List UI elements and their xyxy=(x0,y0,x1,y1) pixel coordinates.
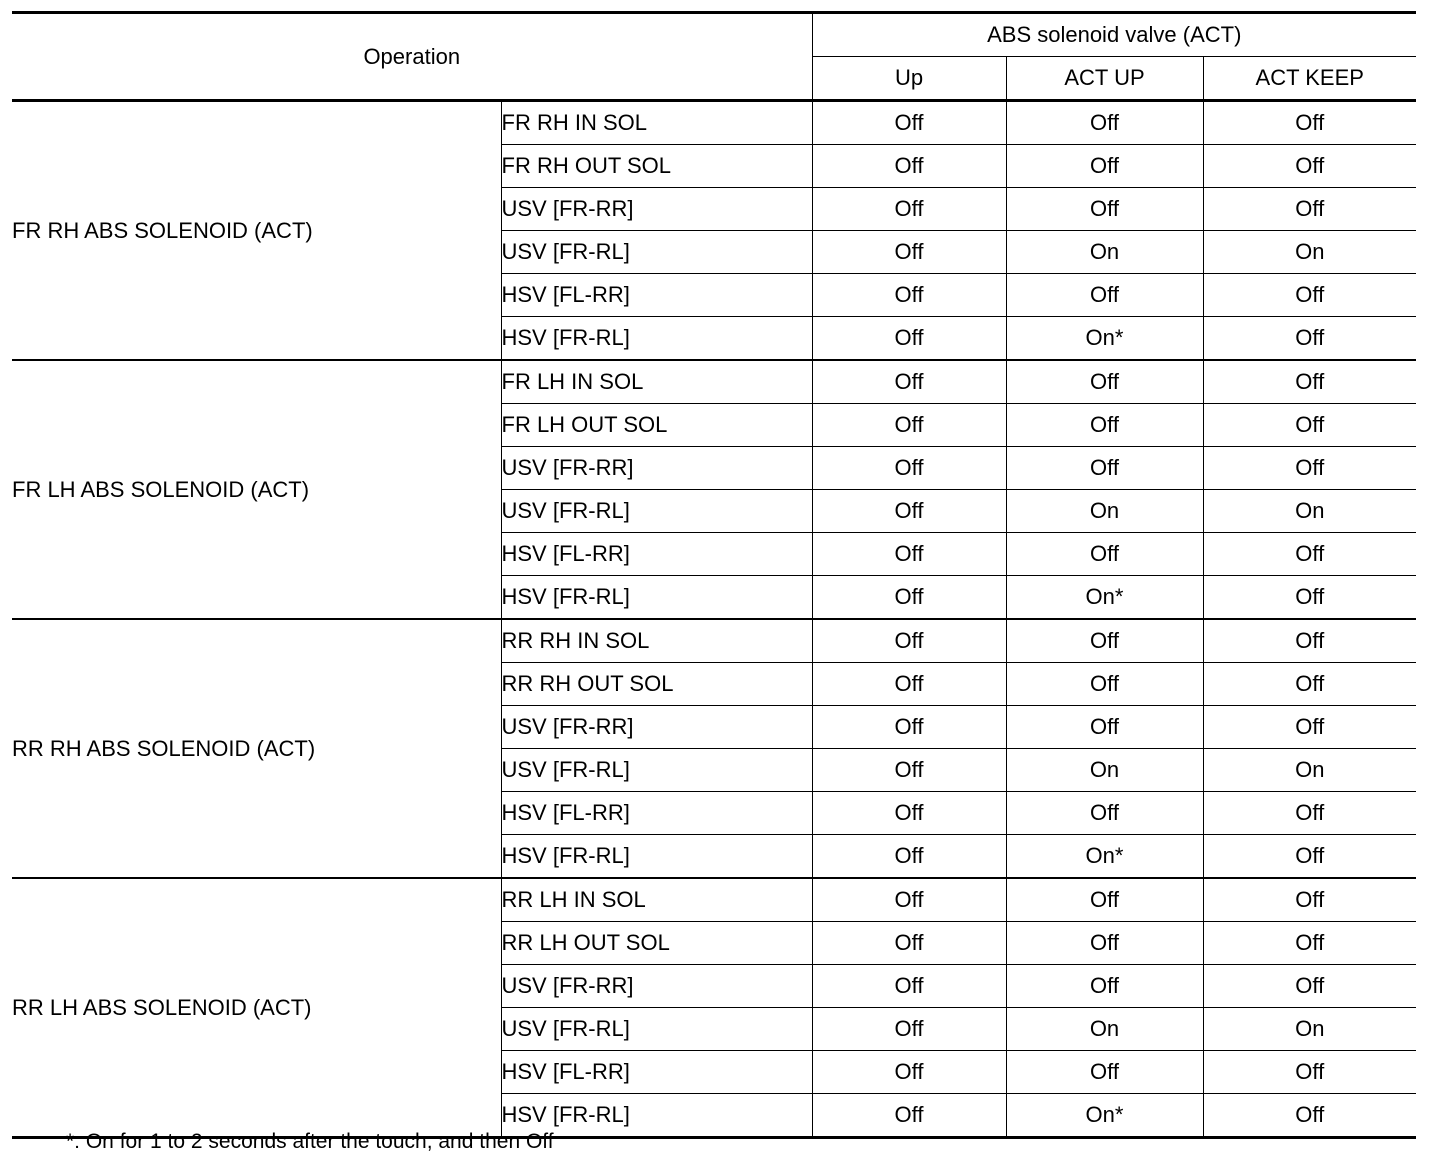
value-up: Off xyxy=(812,1094,1006,1138)
value-act-keep: On xyxy=(1203,1008,1416,1051)
item-name: RR RH OUT SOL xyxy=(501,663,812,706)
value-act-keep: Off xyxy=(1203,360,1416,404)
value-up: Off xyxy=(812,231,1006,274)
value-act-keep: Off xyxy=(1203,663,1416,706)
value-act-keep: Off xyxy=(1203,317,1416,361)
value-act-up: Off xyxy=(1006,619,1203,663)
value-up: Off xyxy=(812,1051,1006,1094)
value-up: Off xyxy=(812,404,1006,447)
item-name: USV [FR-RL] xyxy=(501,1008,812,1051)
item-name: USV [FR-RL] xyxy=(501,231,812,274)
header-abs-solenoid-valve: ABS solenoid valve (ACT) xyxy=(812,13,1416,57)
value-act-keep: Off xyxy=(1203,404,1416,447)
value-up: Off xyxy=(812,145,1006,188)
table-row xyxy=(12,878,1416,922)
value-act-keep: Off xyxy=(1203,1051,1416,1094)
item-name: RR LH IN SOL xyxy=(501,878,812,922)
value-up: Off xyxy=(812,274,1006,317)
group-3 xyxy=(12,619,1416,878)
value-act-up: Off xyxy=(1006,360,1203,404)
group-1 xyxy=(12,101,1416,361)
value-up: Off xyxy=(812,317,1006,361)
item-name: USV [FR-RL] xyxy=(501,490,812,533)
abs-solenoid-operation-table xyxy=(12,11,1416,1139)
value-up: Off xyxy=(812,792,1006,835)
value-act-up: Off xyxy=(1006,663,1203,706)
value-act-keep: Off xyxy=(1203,274,1416,317)
value-act-up: Off xyxy=(1006,404,1203,447)
value-act-up: Off xyxy=(1006,922,1203,965)
item-name: USV [FR-RR] xyxy=(501,188,812,231)
value-act-up: Off xyxy=(1006,274,1203,317)
value-act-keep: Off xyxy=(1203,533,1416,576)
table-header xyxy=(12,13,1416,101)
group-name: RR RH ABS SOLENOID (ACT) xyxy=(12,619,501,878)
value-act-keep: Off xyxy=(1203,706,1416,749)
item-name: USV [FR-RL] xyxy=(501,749,812,792)
value-up: Off xyxy=(812,490,1006,533)
value-up: Off xyxy=(812,878,1006,922)
group-name: FR RH ABS SOLENOID (ACT) xyxy=(12,101,501,361)
value-up: Off xyxy=(812,749,1006,792)
value-up: Off xyxy=(812,188,1006,231)
value-act-up: Off xyxy=(1006,706,1203,749)
group-name: FR LH ABS SOLENOID (ACT) xyxy=(12,360,501,619)
value-up: Off xyxy=(812,533,1006,576)
value-act-up: Off xyxy=(1006,101,1203,145)
value-act-up: Off xyxy=(1006,145,1203,188)
item-name: USV [FR-RR] xyxy=(501,965,812,1008)
value-up: Off xyxy=(812,101,1006,145)
header-up: Up xyxy=(812,57,1006,101)
value-up: Off xyxy=(812,447,1006,490)
item-name: USV [FR-RR] xyxy=(501,447,812,490)
item-name: FR LH IN SOL xyxy=(501,360,812,404)
value-act-up: On xyxy=(1006,1008,1203,1051)
value-act-keep: Off xyxy=(1203,965,1416,1008)
value-act-keep: Off xyxy=(1203,1094,1416,1138)
header-operation: Operation xyxy=(12,13,812,101)
value-act-up: On* xyxy=(1006,317,1203,361)
value-act-keep: Off xyxy=(1203,188,1416,231)
value-up: Off xyxy=(812,663,1006,706)
value-up: Off xyxy=(812,706,1006,749)
value-act-keep: Off xyxy=(1203,101,1416,145)
item-name: HSV [FL-RR] xyxy=(501,274,812,317)
value-act-up: Off xyxy=(1006,188,1203,231)
item-name: HSV [FR-RL] xyxy=(501,835,812,879)
item-name: RR RH IN SOL xyxy=(501,619,812,663)
group-2 xyxy=(12,360,1416,619)
value-act-keep: Off xyxy=(1203,145,1416,188)
value-act-up: On xyxy=(1006,749,1203,792)
value-act-keep: Off xyxy=(1203,576,1416,620)
value-act-keep: On xyxy=(1203,231,1416,274)
table-row xyxy=(12,101,1416,145)
group-name: RR LH ABS SOLENOID (ACT) xyxy=(12,878,501,1138)
value-act-up: Off xyxy=(1006,447,1203,490)
table-row xyxy=(12,360,1416,404)
item-name: USV [FR-RR] xyxy=(501,706,812,749)
item-name: HSV [FL-RR] xyxy=(501,1051,812,1094)
value-act-keep: Off xyxy=(1203,447,1416,490)
value-act-up: Off xyxy=(1006,965,1203,1008)
value-act-up: On xyxy=(1006,231,1203,274)
item-name: HSV [FR-RL] xyxy=(501,576,812,620)
item-name: HSV [FL-RR] xyxy=(501,533,812,576)
value-up: Off xyxy=(812,576,1006,620)
header-act-up: ACT UP xyxy=(1006,57,1203,101)
value-act-up: On* xyxy=(1006,1094,1203,1138)
value-up: Off xyxy=(812,965,1006,1008)
group-4 xyxy=(12,878,1416,1138)
table-row xyxy=(12,619,1416,663)
value-act-up: Off xyxy=(1006,1051,1203,1094)
item-name: FR RH OUT SOL xyxy=(501,145,812,188)
value-act-keep: On xyxy=(1203,490,1416,533)
footnote: *: On for 1 to 2 seconds after the touch, and then Off xyxy=(66,1130,554,1153)
item-name: RR LH OUT SOL xyxy=(501,922,812,965)
value-act-keep: Off xyxy=(1203,835,1416,879)
value-up: Off xyxy=(812,360,1006,404)
item-name: FR RH IN SOL xyxy=(501,101,812,145)
value-act-up: On* xyxy=(1006,576,1203,620)
value-act-keep: Off xyxy=(1203,922,1416,965)
value-up: Off xyxy=(812,835,1006,879)
value-act-up: Off xyxy=(1006,533,1203,576)
value-act-keep: Off xyxy=(1203,792,1416,835)
value-act-keep: Off xyxy=(1203,878,1416,922)
value-up: Off xyxy=(812,922,1006,965)
value-up: Off xyxy=(812,619,1006,663)
value-act-up: Off xyxy=(1006,792,1203,835)
value-act-keep: On xyxy=(1203,749,1416,792)
item-name: HSV [FR-RL] xyxy=(501,317,812,361)
value-act-up: On* xyxy=(1006,835,1203,879)
value-act-up: Off xyxy=(1006,878,1203,922)
item-name: FR LH OUT SOL xyxy=(501,404,812,447)
value-act-keep: Off xyxy=(1203,619,1416,663)
value-up: Off xyxy=(812,1008,1006,1051)
value-act-up: On xyxy=(1006,490,1203,533)
header-act-keep: ACT KEEP xyxy=(1203,57,1416,101)
item-name: HSV [FL-RR] xyxy=(501,792,812,835)
item-name: HSV [FR-RL] xyxy=(501,1094,812,1138)
